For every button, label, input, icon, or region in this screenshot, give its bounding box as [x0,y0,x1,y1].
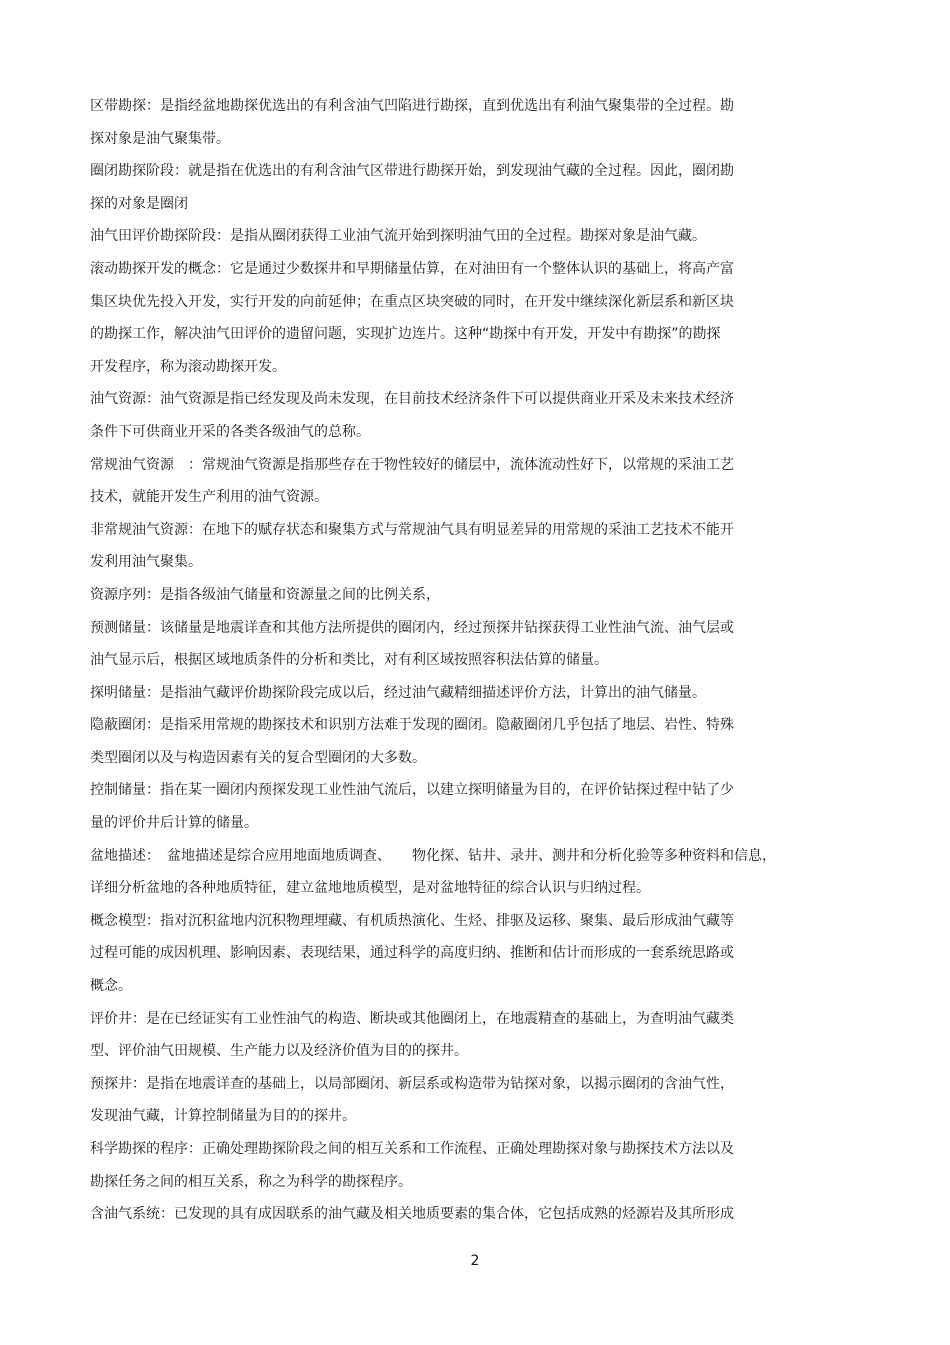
text-line: 概念。 [90,978,132,995]
text-line: 的勘探工作，解决油气田评价的遗留问题，实现扩边连片。这种“勘探中有开发，开发中有勘探”的勘探 [90,326,721,343]
text-line: 详细分析盆地的各种地质特征，建立盆地地质模型，是对盆地特征的综合认识与归纳过程。 [90,880,650,897]
text-line: 类型圈闭以及与构造因素有关的复合型圈闭的大多数。 [90,749,426,766]
document-body [90,96,850,1237]
text-line: 油气显示后，根据区域地质条件的分析和类比，对有利区域按照容积法估算的储量。 [90,652,608,669]
text-line: 量的评价井后计算的储量。 [90,815,258,832]
text-line: 技术，就能开发生产利用的油气资源。 [90,489,328,506]
text-line: 预探井：是指在地震详查的基础上，以局部圈闭、新层系或构造带为钻探对象，以揭示圈闭的含油气性， [90,1075,734,1092]
text-line: 概念模型：指对沉积盆地内沉积物理埋藏、有机质热演化、生烃、排驱及运移、聚集、最后形成油气藏等 [90,912,734,929]
text-line: 勘探任务之间的相互关系，称之为科学的勘探程序。 [90,1173,412,1190]
text-line: 条件下可供商业开采的各类各级油气的总称。 [90,423,370,440]
text-line: 型、评价油气田规模、生产能力以及经济价值为目的的探井。 [90,1043,468,1060]
text-line: 资源序列：是指各级油气储量和资源量之间的比例关系， [90,586,440,603]
text-line: 评价井：是在已经证实有工业性油气的构造、断块或其他圈闭上，在地震精查的基础上，为查明油气藏类 [90,1010,734,1027]
text-line: 油气资源：油气资源是指已经发现及尚未发现，在目前技术经济条件下可以提供商业开采及未来技术经济 [90,391,734,408]
text-line: 探明储量：是指油气藏评价勘探阶段完成以后，经过油气藏精细描述评价方法，计算出的油气储量。 [90,684,706,701]
text-line: 滚动勘探开发的概念：它是通过少数探井和早期储量估算，在对油田有一个整体认识的基础上，将高产富 [90,260,734,277]
text-line: 发现油气藏，计算控制储量为目的的探井。 [90,1108,356,1125]
text-line: 过程可能的成因机理、影响因素、表现结果，通过科学的高度归纳、推断和估计而形成的一套系统思路或 [90,945,734,962]
text-line: 预测储量：该储量是地震详查和其他方法所提供的圈闭内，经过预探井钻探获得工业性油气流、油气层或 [90,619,734,636]
text-line: 区带勘探：是指经盆地勘探优选出的有利含油气凹陷进行勘探，直到优选出有利油气聚集带的全过程。勘 [90,98,734,114]
text-line: 盆地描述： 盆地描述是综合应用地面地质调查、 物化探、钻井、录井、测井和分析化验等多种资料和信息， [90,847,776,864]
text-line: 集区块优先投入开发，实行开发的向前延伸；在重点区块突破的同时，在开发中继续深化新层系和新区块 [90,293,734,310]
text-line: 含油气系统：已发现的具有成因联系的油气藏及相关地质要素的集合体，它包括成熟的烃源岩及其所形成 [90,1206,734,1223]
text-line: 发利用油气聚集。 [90,554,202,571]
text-line: 油气田评价勘探阶段：是指从圈闭获得工业油气流开始到探明油气田的全过程。勘探对象是油气藏。 [90,228,706,245]
text-line: 科学勘探的程序：正确处理勘探阶段之间的相互关系和工作流程、正确处理勘探对象与勘探技术方法以及 [90,1141,734,1157]
text-line: 控制储量：指在某一圈闭内预探发现工业性油气流后，以建立探明储量为目的，在评价钻探过程中钻了少 [90,782,734,799]
text-line: 隐蔽圈闭：是指采用常规的勘探技术和识别方法难于发现的圈闭。隐蔽圈闭几乎包括了地层、岩性、特殊 [90,717,734,734]
text-line: 圈闭勘探阶段：就是指在优选出的有利含油气区带进行勘探开始，到发现油气藏的全过程。因此，圈闭勘 [90,163,734,180]
text-line: 常规油气资源 ：常规油气资源是指那些存在于物性较好的储层中，流体流动性好下，以常规的采油工艺 [90,456,734,473]
text-line: 非常规油气资源：在地下的赋存状态和聚集方式与常规油气具有明显差异的用常规的采油工艺技术不能开 [90,521,734,538]
page-number: 2 [470,1253,480,1269]
text-line: 探的对象是圈闭 [90,195,188,212]
text-line: 开发程序，称为滚动勘探开发。 [90,358,286,375]
text-line: 探对象是油气聚集带。 [90,130,230,147]
